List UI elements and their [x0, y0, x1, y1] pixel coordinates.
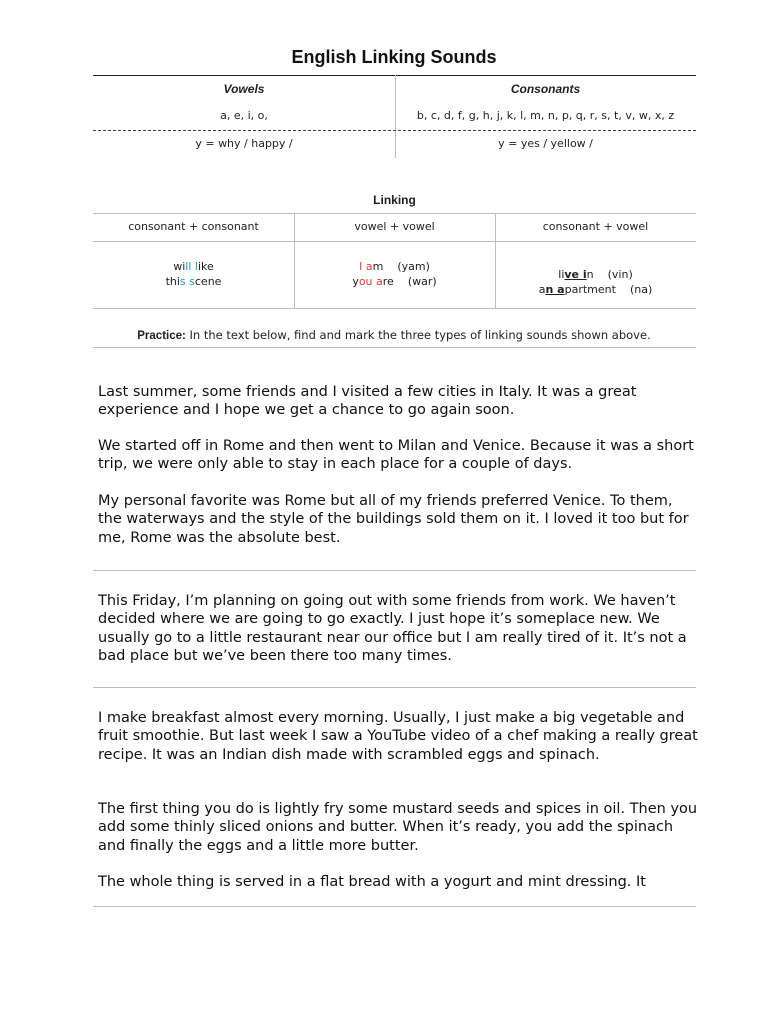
linked-sound: ou a [358, 275, 383, 288]
passage-1-paragraph-2: We started off in Rome and then went to Milan and Venice. Because it was a short trip, we were only able to stay in each place for a couple of days. [98, 438, 694, 473]
pronunciation-note: (na) [629, 283, 653, 296]
linked-sound: I a [359, 260, 373, 273]
cv-example-live-in: live in (vin) [558, 268, 633, 281]
linking-heading: Linking [373, 193, 416, 207]
linked-sound: ll l [185, 260, 198, 273]
passage-divider-1 [93, 570, 696, 571]
pronunciation-note: (war) [407, 275, 437, 288]
practice-instruction [94, 325, 694, 346]
pronunciation-note: (yam) [397, 260, 430, 273]
column-consonant-vowel: consonant + vowel [542, 220, 649, 233]
vowel-letters: a, e, i, o, [220, 109, 268, 122]
cv-examples [495, 267, 696, 297]
vowels-header: Vowels [223, 82, 265, 96]
passage-3-paragraph-2: The first thing you do is lightly fry some mustard seeds and spices in oil. Then you add some thinly sliced onions and butter. When it’s ready, you add the spinach and finally the eggs and a little more butter. [98, 801, 698, 854]
linked-sound: ve i [564, 268, 587, 281]
vv-example-i-am: I am (yam) [359, 260, 430, 273]
column-vowel-vowel: vowel + vowel [354, 220, 435, 233]
passage-1-paragraph-1: Last summer, some friends and I visited a few cities in Italy. It was a great experience and I hope we get a chance to go again soon. [98, 384, 637, 419]
consonant-letters: b, c, d, f, g, h, j, k, l, m, n, p, q, r, s, t, v, w, x, z [416, 109, 675, 122]
practice-label: Practice: [137, 330, 186, 342]
linking-table-header-rule [93, 241, 696, 242]
passage-divider-3 [93, 906, 696, 907]
cc-example-this-scene: this scene [165, 275, 222, 288]
practice-rule [93, 347, 696, 348]
passage-3-paragraph-3: The whole thing is served in a flat bread with a yogurt and mint dressing. It [98, 874, 646, 890]
consonant-y-examples: y = yes / yellow / [498, 137, 593, 150]
consonants-header: Consonants [510, 82, 581, 96]
cc-example-will-like: will like [173, 260, 214, 273]
vv-examples [294, 259, 495, 289]
linked-sound: n a [545, 283, 565, 296]
passage-3-paragraph-1: I make breakfast almost every morning. Usually, I just make a big vegetable and fruit smoothie. But last week I saw a YouTube video of a chef making a really great recipe. It was an Indian dish made with scrambled eggs and spinach. [98, 710, 698, 763]
linking-table-top-rule [93, 213, 696, 214]
vv-example-you-are: you are (war) [352, 275, 437, 288]
passage-1-paragraph-3: My personal favorite was Rome but all of my friends preferred Venice. To them, the waterways and the style of the buildings sold them on it. I loved it too but for me, Rome was the absolute best. [98, 493, 689, 546]
cv-example-an-apartment: an apartment (na) [538, 283, 653, 296]
linked-sound: s s [179, 275, 195, 288]
vowel-y-examples: y = why / happy / [195, 137, 293, 150]
page-title: English Linking Sounds [291, 47, 497, 67]
cc-examples [93, 259, 294, 289]
passage-2-paragraph-1: This Friday, I’m planning on going out with some friends from work. We haven’t decided where we are going to go exactly. I just hope it’s someplace new. We usually go to a little restaurant near our office but I am really tired of it. It’s not a bad place but we’ve been there too many times. [98, 593, 687, 664]
pronunciation-note: (vin) [607, 268, 633, 281]
sound-table-dashed-rule [93, 130, 696, 131]
passage-divider-2 [93, 687, 696, 688]
linking-table-bottom-rule [93, 308, 696, 309]
practice-text: In the text below, find and mark the three types of linking sounds shown above. [185, 328, 651, 342]
column-consonant-consonant: consonant + consonant [128, 220, 259, 233]
